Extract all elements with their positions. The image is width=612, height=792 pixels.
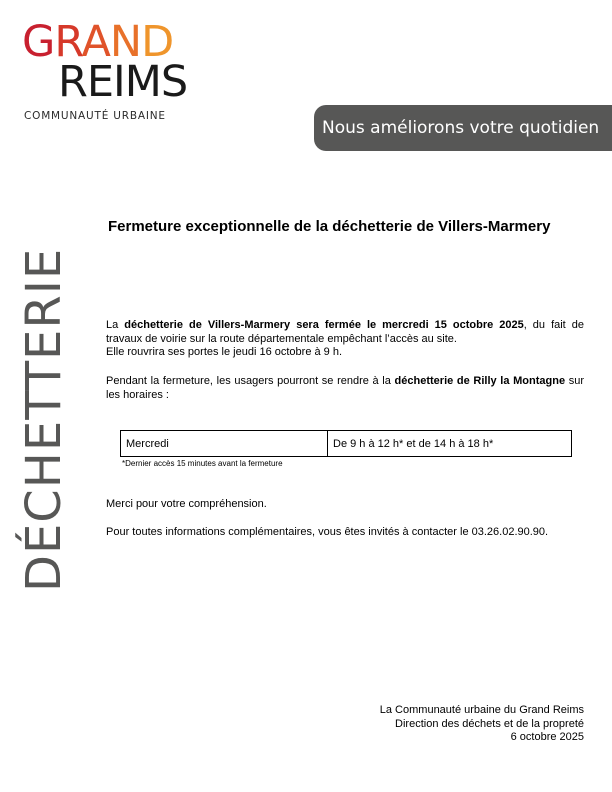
alternative-text-end: sur les horaires : <box>106 375 585 401</box>
hours-table <box>120 430 572 457</box>
signature-organisation: La Communauté urbaine du Grand Reims <box>379 704 584 716</box>
table-row <box>121 431 572 457</box>
reopening-text: Elle rouvrira ses portes le jeudi 16 octobre à 9 h. <box>106 346 343 358</box>
grand-reims-logo <box>22 17 202 122</box>
logo-word-grand <box>22 17 202 67</box>
closure-paragraph <box>106 319 584 360</box>
signature-block <box>380 704 584 745</box>
logo-letter: G <box>22 17 55 67</box>
signature-date: 6 octobre 2025 <box>510 731 584 743</box>
page-title: Fermeture exceptionnelle de la déchetterie de Villers-Marmery <box>108 218 551 235</box>
alternative-site-name: déchetterie de Rilly la Montagne <box>394 375 566 387</box>
closure-text-end: , du fait de travaux de voirie sur la route départementale empêchant l’accès au site. <box>106 319 584 345</box>
contact-text: Pour toutes informations complémentaires, vous êtes invités à contacter le 03.26.02.90.90. <box>106 526 549 538</box>
closure-text-start: La <box>106 319 125 331</box>
logo-word-reims: REIMS <box>58 57 188 107</box>
signature-department: Direction des déchets et de la propreté <box>395 717 584 730</box>
logo-subtitle: COMMUNAUTÉ URBAINE <box>24 110 166 122</box>
tagline-banner: Nous améliorons votre quotidien <box>314 105 612 151</box>
logo-letter: D <box>141 17 174 67</box>
alternative-paragraph <box>106 375 584 402</box>
logo-letter: N <box>109 17 142 67</box>
alternative-text-start: Pendant la fermeture, les usagers pourront se rendre à la <box>106 375 395 387</box>
thanks-text: Merci pour votre compréhension. <box>106 498 267 510</box>
hours-day-cell: Mercredi <box>121 431 328 457</box>
closure-text-bold: déchetterie de Villers-Marmery sera fermée le mercredi 15 octobre 2025 <box>124 319 524 331</box>
logo-letter: A <box>81 17 110 67</box>
logo-letter: R <box>54 17 82 67</box>
hours-time-cell: De 9 h à 12 h* et de 14 h à 18 h* <box>328 431 572 457</box>
side-title: DÉCHETTERIE <box>16 247 72 592</box>
footnote: *Dernier accès 15 minutes avant la fermeture <box>122 459 283 468</box>
